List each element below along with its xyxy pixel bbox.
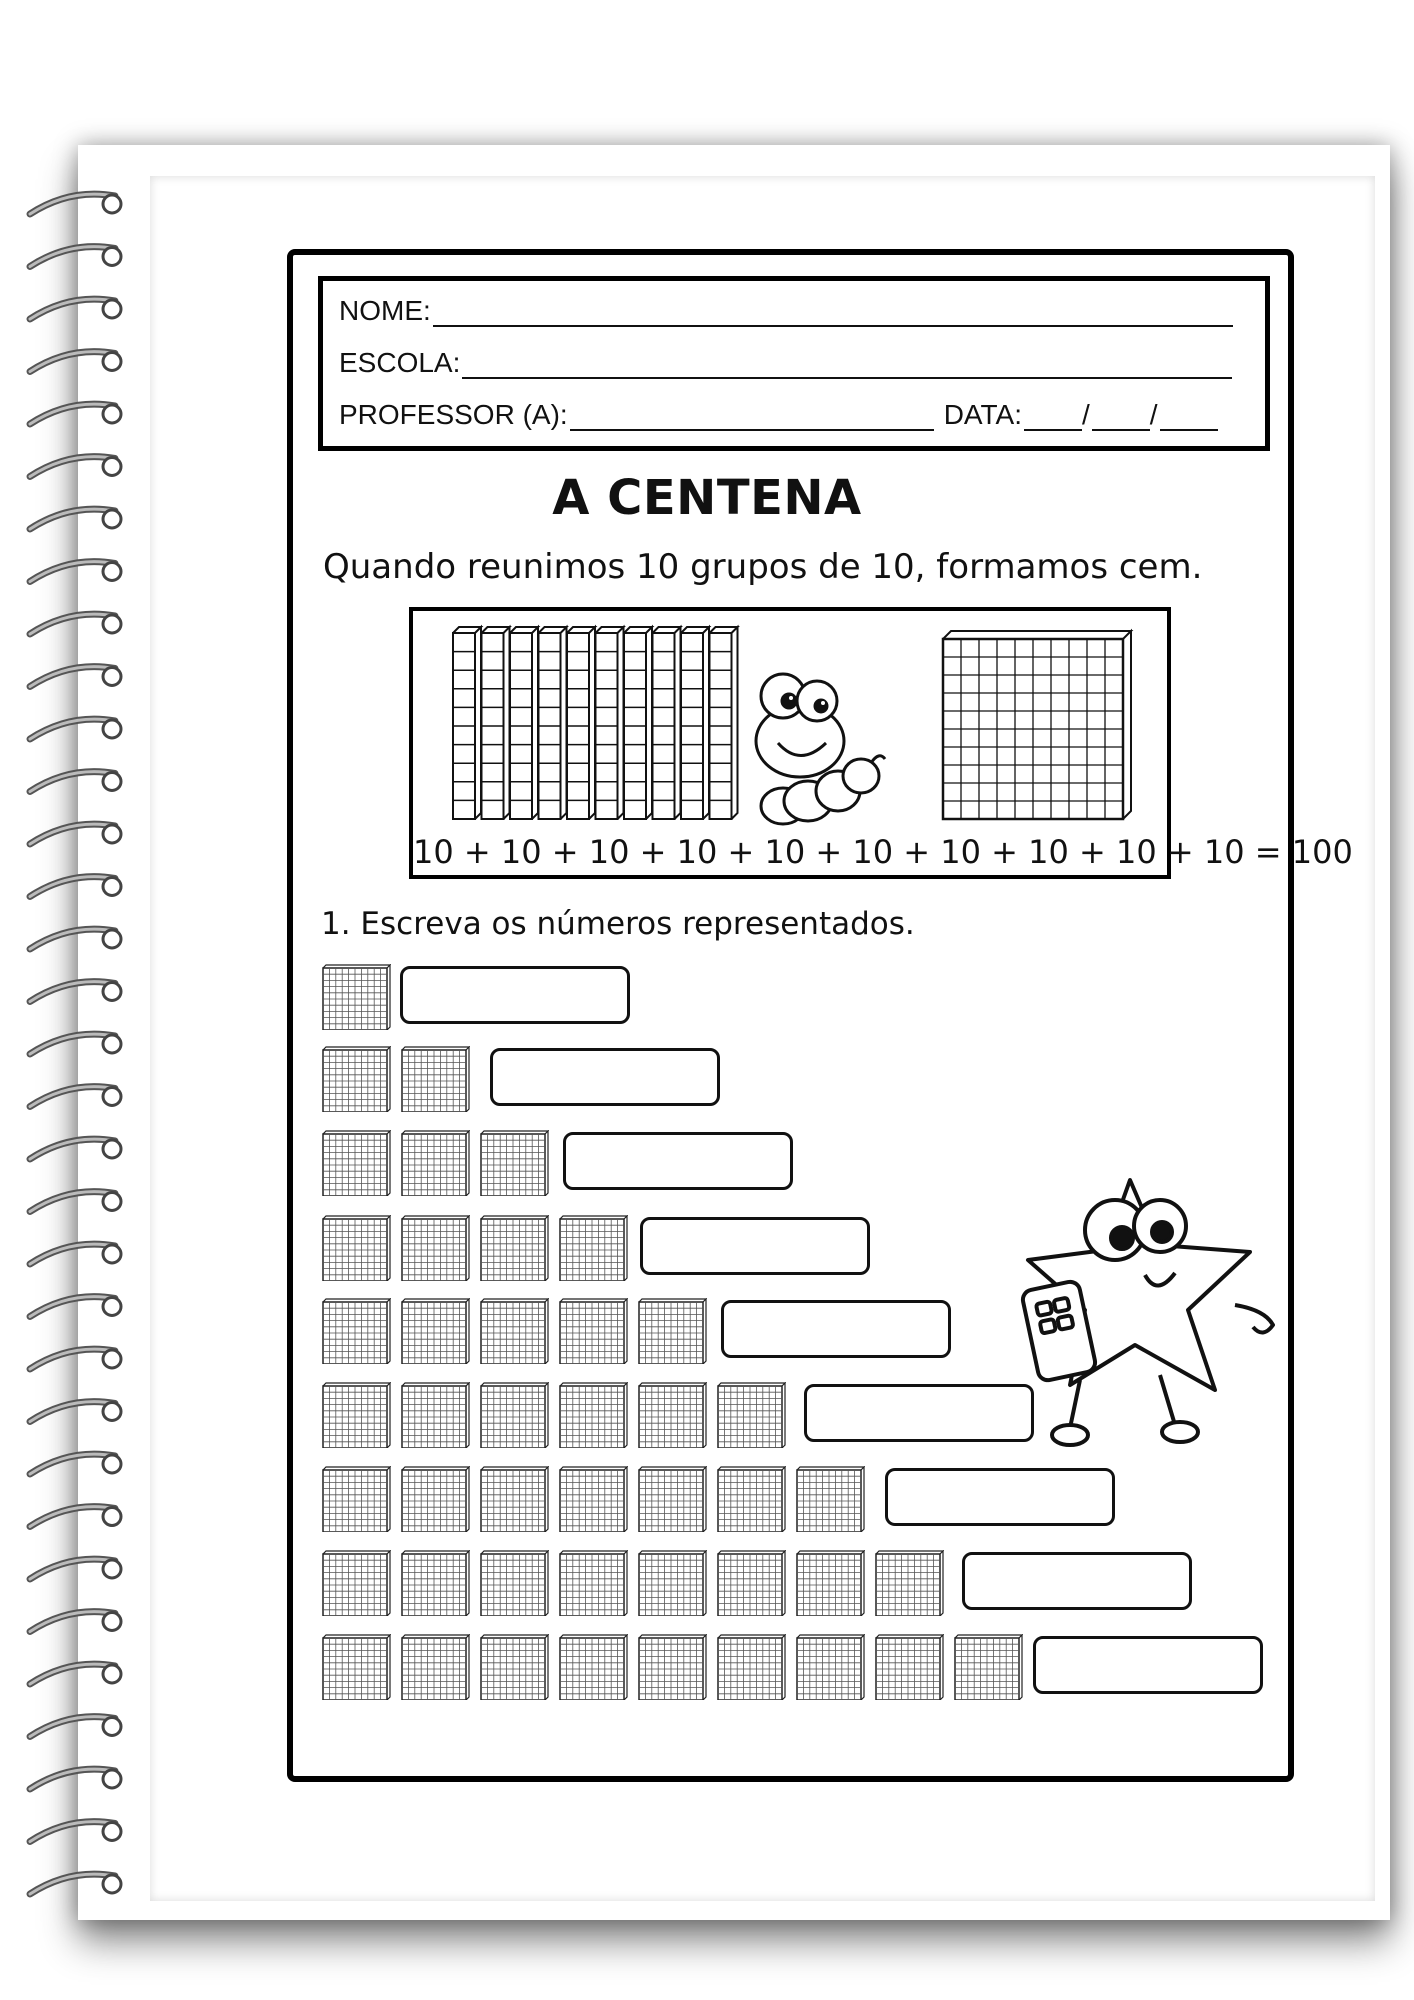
subtitle: Quando reunimos 10 grupos de 10, formamos cem. <box>323 547 1203 587</box>
spiral-ring-icon <box>30 1034 121 1054</box>
hundred-flat-icon <box>321 1046 391 1112</box>
hundred-flat-icon <box>637 1550 707 1616</box>
spiral-ring-icon <box>30 1874 121 1894</box>
school-label: ESCOLA: <box>339 347 461 378</box>
spiral-ring-icon <box>30 1139 121 1159</box>
spiral-ring-icon <box>30 824 121 844</box>
school-field[interactable] <box>462 351 1232 379</box>
date-separator: / <box>1082 399 1090 430</box>
spiral-ring-icon <box>30 1402 121 1422</box>
hundred-flat-icon <box>716 1634 786 1700</box>
hundred-flat-icon <box>637 1382 707 1448</box>
hundred-flat-icon <box>943 631 1131 819</box>
hundred-flat-icon <box>321 1382 391 1448</box>
answer-box[interactable] <box>1033 1636 1263 1694</box>
hundred-flat-icon <box>400 1466 470 1532</box>
hundred-flat-icon <box>479 1382 549 1448</box>
hundred-flat-icon <box>400 1215 470 1281</box>
spiral-ring-icon <box>30 877 121 897</box>
ten-rod-icon <box>539 627 567 819</box>
name-field[interactable] <box>433 299 1233 327</box>
spiral-ring-icon <box>30 1612 121 1632</box>
ten-rod-icon <box>596 627 624 819</box>
answer-box[interactable] <box>804 1384 1034 1442</box>
spiral-ring-icon <box>30 1664 121 1684</box>
ten-rod-icon <box>510 627 538 819</box>
hundred-flat-icon <box>321 1130 391 1196</box>
hundred-flat-icon <box>321 1466 391 1532</box>
spiral-ring-icon <box>30 1454 121 1474</box>
ten-rods-group <box>453 627 738 819</box>
hundred-flat-icon <box>400 1382 470 1448</box>
spiral-binding-icon <box>0 0 140 2000</box>
date-separator: / <box>1149 399 1158 430</box>
hundred-flat-icon <box>321 964 391 1030</box>
spiral-ring-icon <box>30 719 121 739</box>
spiral-ring-icon <box>30 667 121 687</box>
spiral-ring-icon <box>30 1822 121 1842</box>
hundred-flat-icon <box>874 1634 944 1700</box>
hundred-flat-icon <box>400 1046 470 1112</box>
hundred-flat-icon <box>558 1215 628 1281</box>
hundred-flat-icon <box>321 1298 391 1364</box>
hundred-flat-icon <box>321 1634 391 1700</box>
hundred-flat-icon <box>479 1466 549 1532</box>
hundred-flat-icon <box>558 1634 628 1700</box>
spiral-ring-icon <box>30 1717 121 1737</box>
spiral-ring-icon <box>30 1297 121 1317</box>
answer-box[interactable] <box>721 1300 951 1358</box>
spiral-ring-icon <box>30 194 121 214</box>
hundred-flat-icon <box>321 1550 391 1616</box>
spiral-ring-icon <box>30 247 121 267</box>
spiral-ring-icon <box>30 562 121 582</box>
spiral-ring-icon <box>30 1087 121 1107</box>
hundred-flat-icon <box>400 1298 470 1364</box>
hundred-flat-icon <box>795 1634 865 1700</box>
base-ten-illustration <box>413 611 1167 831</box>
answer-box[interactable] <box>640 1217 870 1275</box>
school-row <box>339 343 1232 379</box>
hundred-flat-icon <box>637 1634 707 1700</box>
hundred-flat-icon <box>874 1550 944 1616</box>
hundred-demo-box <box>409 607 1353 879</box>
hundred-flat-icon <box>558 1298 628 1364</box>
student-info-box <box>318 276 1270 451</box>
hundred-flat-icon <box>479 1298 549 1364</box>
hundred-flat-icon <box>558 1382 628 1448</box>
answer-box[interactable] <box>563 1132 793 1190</box>
exercise-question: 1. Escreva os números representados. <box>321 906 915 942</box>
date-label: DATA: <box>943 399 1023 430</box>
spiral-ring-icon <box>30 929 121 949</box>
ten-rod-icon <box>567 627 595 819</box>
ten-rod-icon <box>653 627 681 819</box>
date-month-field[interactable] <box>1092 403 1150 431</box>
answer-box[interactable] <box>490 1048 720 1106</box>
ten-rod-icon <box>710 627 738 819</box>
hundred-flat-icon <box>716 1382 786 1448</box>
answer-box[interactable] <box>885 1468 1115 1526</box>
ten-rod-icon <box>681 627 709 819</box>
hundred-flat-icon <box>479 1215 549 1281</box>
hundred-flat-icon <box>637 1298 707 1364</box>
spiral-ring-icon <box>30 1507 121 1527</box>
spiral-ring-icon <box>30 614 121 634</box>
hundred-flat-icon <box>558 1466 628 1532</box>
hundred-flat-icon <box>953 1634 1023 1700</box>
spiral-ring-icon <box>30 1244 121 1264</box>
hundred-flat-icon <box>558 1550 628 1616</box>
name-label: NOME: <box>339 295 431 326</box>
hundred-flat-icon <box>795 1550 865 1616</box>
spiral-ring-icon <box>30 299 121 319</box>
teacher-row <box>339 395 1218 431</box>
spiral-ring-icon <box>30 404 121 424</box>
name-row <box>339 291 1233 327</box>
star-with-tablet-icon <box>1010 1160 1280 1460</box>
hundred-flat-icon <box>400 1634 470 1700</box>
hundred-flat-icon <box>400 1550 470 1616</box>
answer-box[interactable] <box>400 966 630 1024</box>
hundred-flat-icon <box>479 1550 549 1616</box>
spiral-ring-icon <box>30 1769 121 1789</box>
date-day-field[interactable] <box>1024 403 1082 431</box>
date-year-field[interactable] <box>1160 403 1218 431</box>
hundred-flat-icon <box>479 1634 549 1700</box>
spiral-ring-icon <box>30 1349 121 1369</box>
ten-rod-icon <box>624 627 652 819</box>
spiral-ring-icon <box>30 1559 121 1579</box>
worm-mascot-icon <box>756 674 885 824</box>
hundred-flat-icon <box>400 1130 470 1196</box>
hundred-flat-icon <box>637 1466 707 1532</box>
ten-rod-icon <box>482 627 510 819</box>
hundred-flat-icon <box>479 1130 549 1196</box>
spiral-ring-icon <box>30 982 121 1002</box>
teacher-label: PROFESSOR (A): <box>339 399 568 430</box>
ten-rod-icon <box>453 627 481 819</box>
spiral-ring-icon <box>30 772 121 792</box>
hundred-flat-icon <box>716 1550 786 1616</box>
hundred-flat-icon <box>321 1215 391 1281</box>
spiral-ring-icon <box>30 352 121 372</box>
hundred-flat-icon <box>795 1466 865 1532</box>
sum-equation: 10 + 10 + 10 + 10 + 10 + 10 + 10 + 10 + 10 + 10 = 100 <box>413 833 1353 871</box>
hundred-flat-icon <box>716 1466 786 1532</box>
spiral-ring-icon <box>30 1192 121 1212</box>
page-title: A CENTENA <box>552 470 862 526</box>
teacher-field[interactable] <box>570 403 934 431</box>
answer-box[interactable] <box>962 1552 1192 1610</box>
